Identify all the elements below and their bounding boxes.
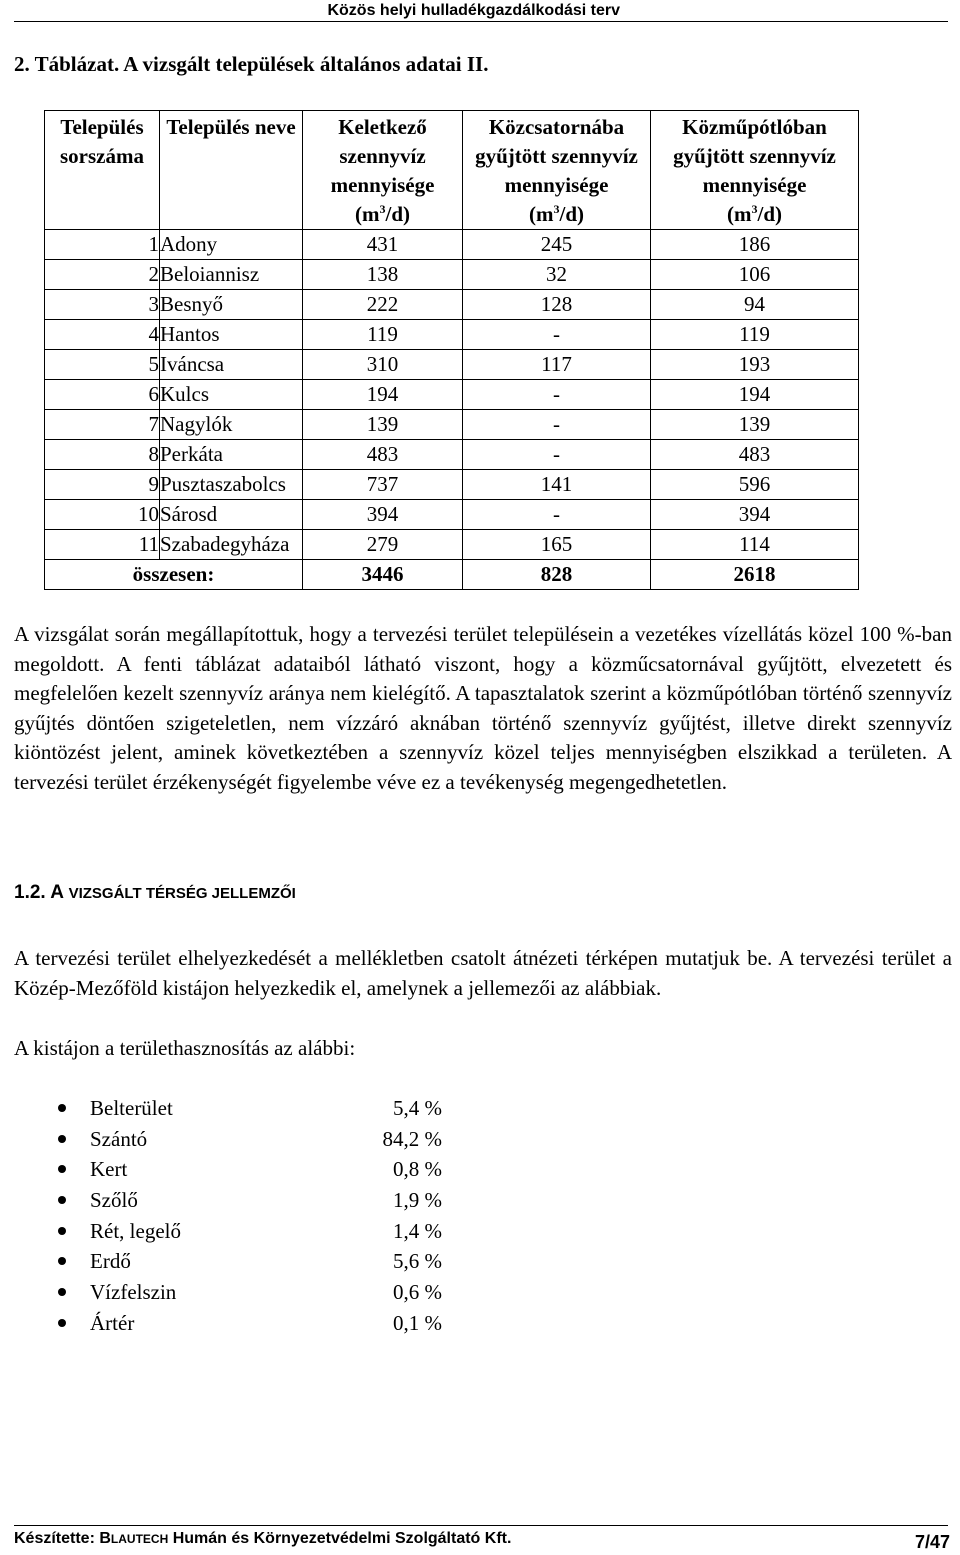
footer-divider [14, 1525, 948, 1526]
cell-sorszam: 10 [45, 500, 160, 530]
document-header-title: Közös helyi hulladékgazdálkodási terv [327, 2, 620, 19]
bullet-icon [58, 1135, 66, 1143]
landuse-label: Rét, legelő [90, 1218, 181, 1243]
cell-kozmupotlo: 94 [651, 290, 859, 320]
cell-settlement-name: Kulcs [160, 380, 303, 410]
table-row [45, 260, 859, 290]
landuse-label: Vízfelszin [90, 1280, 177, 1305]
cell-settlement-name: Hantos [160, 320, 303, 350]
landuse-label: Belterület [90, 1096, 173, 1120]
landuse-label: Ártér [90, 1310, 135, 1335]
table-row [45, 440, 859, 470]
cell-kozcsatorna: 165 [463, 530, 651, 560]
landuse-label: Szőlő [90, 1188, 138, 1213]
total-kozmupotlo: 2618 [651, 560, 859, 590]
table-row [45, 500, 859, 530]
cell-sorszam: 7 [45, 410, 160, 440]
cell-kozmupotlo: 394 [651, 500, 859, 530]
landuse-value: 0,1 % [393, 1310, 442, 1335]
table-row [45, 230, 859, 260]
cell-kozmupotlo: 114 [651, 530, 859, 560]
footer-author: Készítette: BLAUTECH Humán és Környezetvédelmi Szolgáltató Kft. [14, 1530, 512, 1547]
cell-keletkezo: 279 [303, 530, 463, 560]
bullet-icon [58, 1257, 66, 1265]
column-header-kozcsatorna: Közcsatornába gyűjtött szennyvíz mennyisége $(m^3/d)$ [463, 111, 651, 230]
cell-keletkezo: 194 [303, 380, 463, 410]
table-row [45, 320, 859, 350]
landuse-value: 0,6 % [393, 1280, 442, 1305]
cell-keletkezo: 737 [303, 470, 463, 500]
cell-sorszam: 3 [45, 290, 160, 320]
cell-kozmupotlo: 106 [651, 260, 859, 290]
landuse-value: 84,2 % [382, 1126, 442, 1151]
cell-keletkezo: 431 [303, 230, 463, 260]
landuse-value: 1,4 % [393, 1218, 442, 1243]
bullet-icon [58, 1227, 66, 1235]
cell-keletkezo: 138 [303, 260, 463, 290]
settlement-wastewater-table [44, 110, 859, 590]
cell-keletkezo: 310 [303, 350, 463, 380]
cell-settlement-name: Iváncsa [160, 350, 303, 380]
cell-settlement-name: Besnyő [160, 290, 303, 320]
cell-sorszam: 4 [45, 320, 160, 350]
cell-sorszam: 1 [45, 230, 160, 260]
header-divider [14, 21, 948, 22]
column-header-sorszam: Település sorszáma [45, 111, 160, 230]
table-row [45, 380, 859, 410]
landuse-value: 1,9 % [393, 1188, 442, 1213]
landuse-label: Szántó [90, 1126, 148, 1151]
table-caption: 2. Táblázat. A vizsgált települések általános adatai II. [14, 52, 489, 76]
cell-settlement-name: Adony [160, 230, 303, 260]
paragraph-assessment: A vizsgálat során megállapítottuk, hogy a tervezési terület településein a vezetékes vízellátás közel 100 %-ban megoldott. A fenti táblázat adataiból látható viszont, hogy a közműcsatornával gyűjtött, elvezetett és megfelelően kezelt szennyvíz aránya nem kielégítő. A tapasztalatok szerint a közműpótlóban történő szennyvíz gyűjtés döntően szigeteletlen, nem vízzáró aknában történő szennyvíz gyűjtést, illetve direkt szennyvíz kiöntözést jelent, aminek következtében a szennyvíz közel teljes mennyiségben elszikkad a területen. A tervezési terület érzékenységét figyelembe véve ez a tevékenység megengedhetetlen. [14, 622, 952, 794]
landuse-value: 5,4 % [393, 1096, 442, 1120]
column-header-keletkezo: Keletkező szennyvíz mennyisége $(m^3/d)$ [303, 111, 463, 230]
table-row [45, 350, 859, 380]
cell-kozcsatorna: - [463, 320, 651, 350]
cell-kozmupotlo: 139 [651, 410, 859, 440]
cell-settlement-name: Szabadegyháza [160, 530, 303, 560]
cell-keletkezo: 394 [303, 500, 463, 530]
cell-kozcsatorna: - [463, 380, 651, 410]
table-header-row [45, 111, 859, 230]
total-keletkezo: 3446 [303, 560, 463, 590]
cell-keletkezo: 222 [303, 290, 463, 320]
paragraph-location: A tervezési terület elhelyezkedését a mellékletben csatolt átnézeti térképen mutatjuk be. A tervezési terület a Közép-Mezőföld kistájon helyezkedik el, amelynek a jellemezői az alábbiak. [14, 946, 952, 1000]
cell-kozcsatorna: 141 [463, 470, 651, 500]
landuse-value: 5,6 % [393, 1249, 442, 1274]
landuse-value: 0,8 % [393, 1157, 442, 1182]
cell-kozcsatorna: 117 [463, 350, 651, 380]
section-heading: 1.2. A VIZSGÁLT TÉRSÉG JELLEMZŐI [14, 882, 296, 903]
page-number: 7/47 [914, 1532, 950, 1552]
cell-kozmupotlo: 119 [651, 320, 859, 350]
cell-sorszam: 11 [45, 530, 160, 560]
cell-settlement-name: Nagylók [160, 410, 303, 440]
cell-kozcsatorna: - [463, 440, 651, 470]
table-row [45, 530, 859, 560]
cell-sorszam: 9 [45, 470, 160, 500]
cell-sorszam: 5 [45, 350, 160, 380]
cell-sorszam: 8 [45, 440, 160, 470]
cell-keletkezo: 119 [303, 320, 463, 350]
cell-kozmupotlo: 193 [651, 350, 859, 380]
total-kozcsatorna: 828 [463, 560, 651, 590]
bullet-icon [58, 1104, 66, 1112]
cell-kozmupotlo: 194 [651, 380, 859, 410]
landuse-label: Erdő [90, 1249, 131, 1274]
table-row [45, 470, 859, 500]
landuse-label: Kert [90, 1157, 128, 1182]
column-header-kozmupotlo: Közműpótlóban gyűjtött szennyvíz mennyisége $(m^3/d)$ [651, 111, 859, 230]
cell-sorszam: 2 [45, 260, 160, 290]
table-row [45, 410, 859, 440]
cell-kozcsatorna: 245 [463, 230, 651, 260]
cell-settlement-name: Perkáta [160, 440, 303, 470]
cell-kozcsatorna: 128 [463, 290, 651, 320]
cell-kozmupotlo: 186 [651, 230, 859, 260]
cell-settlement-name: Pusztaszabolcs [160, 470, 303, 500]
cell-settlement-name: Beloiannisz [160, 260, 303, 290]
cell-settlement-name: Sárosd [160, 500, 303, 530]
bullet-icon [58, 1319, 66, 1327]
cell-kozcsatorna: 32 [463, 260, 651, 290]
cell-keletkezo: 139 [303, 410, 463, 440]
cell-keletkezo: 483 [303, 440, 463, 470]
cell-kozmupotlo: 483 [651, 440, 859, 470]
bullet-icon [58, 1196, 66, 1204]
table-total-row [45, 560, 859, 590]
paragraph-landuse-intro: A kistájon a területhasznosítás az alábbi: [14, 1036, 356, 1060]
bullet-icon [58, 1165, 66, 1173]
total-label: összesen: [45, 560, 303, 590]
bullet-icon [58, 1288, 66, 1296]
cell-kozmupotlo: 596 [651, 470, 859, 500]
column-header-nev: Település neve [160, 111, 303, 230]
cell-kozcsatorna: - [463, 500, 651, 530]
cell-kozcsatorna: - [463, 410, 651, 440]
cell-sorszam: 6 [45, 380, 160, 410]
table-row [45, 290, 859, 320]
